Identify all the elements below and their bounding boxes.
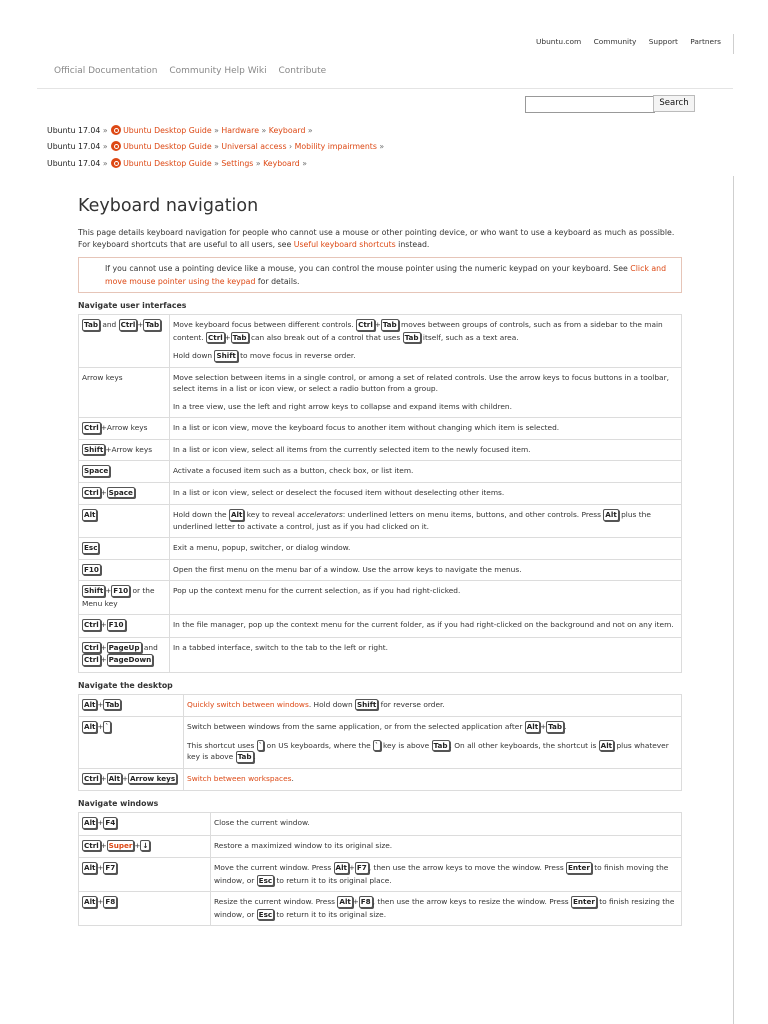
table-row <box>79 315 682 368</box>
shortcut-description-cell <box>170 482 682 505</box>
key-: ↓ <box>142 840 149 850</box>
breadcrumb-release[interactable]: Ubuntu 17.04 <box>47 159 101 168</box>
breadcrumb-link[interactable]: Keyboard <box>268 126 306 135</box>
shortcut-keys-cell <box>79 461 170 483</box>
key-tab: Tab <box>145 320 160 329</box>
key-alt: Alt <box>84 510 96 519</box>
key-plus: + <box>105 587 112 595</box>
table-row <box>79 367 682 418</box>
shortcut-description-cell <box>170 367 682 418</box>
table-row <box>79 858 682 892</box>
shortcut-keys-cell: Arrow keys <box>79 367 170 418</box>
shortcut-description-cell <box>170 315 682 368</box>
search-input[interactable] <box>525 96 655 113</box>
key-ctrl: Ctrl <box>358 320 373 329</box>
breadcrumb-link[interactable]: Ubuntu Desktop Guide <box>123 142 212 151</box>
description-paragraph: In a list or icon view, move the keyboard focus to another item without changing which item is selected. <box>173 423 560 432</box>
table-row <box>79 813 682 836</box>
section-heading: Navigate windows <box>78 799 159 808</box>
shortcut-keys-cell: Shift +Arrow keys <box>79 439 170 461</box>
key-pageup: PageUp <box>108 642 140 652</box>
key-esc: Esc <box>258 875 273 885</box>
key-f4: F4 <box>105 818 116 827</box>
shortcut-description-cell <box>211 813 682 836</box>
shortcut-keys-cell <box>79 835 211 858</box>
breadcrumb-separator: » <box>100 126 111 135</box>
shortcut-description-cell <box>184 694 682 717</box>
key-tab: Tab <box>237 752 252 761</box>
shortcut-table <box>78 694 682 792</box>
table-row <box>79 694 682 717</box>
nav-link-community[interactable]: Community <box>593 37 637 46</box>
key-ctrl: Ctrl <box>84 642 99 652</box>
breadcrumb-separator: » <box>211 142 222 151</box>
description-paragraph: In a tree view, use the left and right arrow keys to collapse and expand items with children. <box>173 401 512 411</box>
key-ctrl: Ctrl <box>84 773 99 783</box>
description-paragraph: Move the current window. Press Alt + F7 , then use the arrow keys to move the window. Press Enter to finish moving the window, or Esc to return it to its original place. <box>214 863 669 885</box>
key-enter: Enter <box>573 897 595 906</box>
description-paragraph: In a list or icon view, select all items from the currently selected item to the newly focused item. <box>173 444 531 454</box>
key-: ` <box>105 722 109 731</box>
subnav-contribute[interactable]: Contribute <box>278 66 327 76</box>
table-row <box>79 717 682 769</box>
shortcut-keys-cell <box>79 892 211 926</box>
breadcrumb-separator: » <box>211 126 222 135</box>
key-f8: F8 <box>360 897 371 906</box>
shortcut-table <box>78 812 682 926</box>
emphasis-text: accelerators <box>297 510 343 519</box>
shortcut-table <box>78 314 682 673</box>
key-plus: + <box>122 774 128 783</box>
shortcut-sections <box>78 301 682 926</box>
ubuntu-logo-icon <box>111 158 121 168</box>
shortcut-keys-cell: Shift + F10 or the Menu key <box>79 581 170 615</box>
shortcut-description-cell <box>170 439 682 461</box>
page-title: Keyboard navigation <box>78 196 259 216</box>
breadcrumb-separator: » <box>376 142 385 151</box>
key-plus: + <box>348 864 355 872</box>
top-navigation <box>526 37 721 46</box>
note-box: If you cannot use a pointing device like a mouse, you can control the mouse pointer using the numeric keypad on your keyboard. See Click and move mouse pointer using the keypad for details. <box>78 257 682 293</box>
shortcut-description-cell <box>211 892 682 926</box>
shortcut-keys-cell <box>79 858 211 892</box>
breadcrumb-separator: › <box>286 142 295 151</box>
key-f7: F7 <box>105 863 116 872</box>
key-alt: Alt <box>526 722 539 731</box>
description-paragraph: Switch between workspaces. <box>187 773 294 783</box>
key-tab: Tab <box>382 320 397 329</box>
key-alt: Alt <box>84 722 96 731</box>
table-row <box>79 768 682 791</box>
breadcrumb-link[interactable]: Universal access <box>221 142 287 151</box>
key-shift: Shift <box>84 444 104 454</box>
key-ctrl: Ctrl <box>208 332 223 342</box>
key-f10: F10 <box>108 620 124 629</box>
shortcut-keys-cell <box>79 768 184 791</box>
nav-link-partners[interactable]: Partners <box>690 37 721 46</box>
shortcut-description-cell <box>184 717 682 769</box>
key-plus: + <box>100 841 107 850</box>
key-plus: + <box>352 898 359 906</box>
table-row <box>79 418 682 440</box>
breadcrumb-link[interactable]: Settings <box>221 159 254 168</box>
key-: ` <box>375 740 379 750</box>
key-plus: + <box>137 321 144 329</box>
breadcrumb-link[interactable]: Ubuntu Desktop Guide <box>123 159 212 168</box>
description-paragraph: Exit a menu, popup, switcher, or dialog window. <box>173 543 351 552</box>
key-pagedown: PageDown <box>108 655 152 664</box>
nav-link-support[interactable]: Support <box>648 37 678 46</box>
keypad-mouse-link[interactable]: Click and move mouse pointer using the keypad <box>105 264 667 286</box>
key-alt: Alt <box>339 897 351 906</box>
description-paragraph: Move selection between items in a single control, or among a set of related controls. Use the arrow keys to focus buttons in a toolbar, select items in a list or icon view, or select a radio button from a group. <box>173 372 669 393</box>
breadcrumb-row <box>47 158 307 168</box>
breadcrumb-separator: » <box>305 126 313 135</box>
table-row <box>79 581 682 615</box>
help-link[interactable]: Quickly switch between windows <box>187 699 309 709</box>
breadcrumb-separator: » <box>299 159 307 168</box>
shortcut-description-cell <box>170 615 682 638</box>
key-alt: Alt <box>84 863 96 872</box>
key-esc: Esc <box>84 543 98 552</box>
shortcut-description-cell <box>170 538 682 560</box>
description-paragraph: Activate a focused item such as a button, check box, or list item. <box>173 466 414 475</box>
shortcut-description-cell <box>170 505 682 538</box>
key-alt: Alt <box>600 740 613 750</box>
key-space: Space <box>108 487 133 497</box>
table-row <box>79 505 682 538</box>
key-alt: Alt <box>335 863 347 872</box>
key-tab: Tab <box>548 722 563 731</box>
breadcrumb-release[interactable]: Ubuntu 17.04 <box>47 142 101 151</box>
section-heading: Navigate user interfaces <box>78 301 187 310</box>
key-shift: Shift <box>357 699 377 709</box>
key-alt: Alt <box>84 897 96 906</box>
sub-navigation <box>54 66 335 76</box>
key-alt: Alt <box>605 510 617 519</box>
breadcrumb-link[interactable]: Keyboard <box>263 159 300 168</box>
table-row <box>79 461 682 483</box>
breadcrumb-row <box>47 141 384 151</box>
key-shift: Shift <box>216 351 236 360</box>
key-ctrl: Ctrl <box>84 487 99 497</box>
table-row <box>79 637 682 672</box>
key-plus: + <box>100 656 107 664</box>
shortcut-keys-cell <box>79 717 184 769</box>
description-paragraph: Resize the current window. Press Alt + F8 , then use the arrow keys to resize the window. Press Enter to finish resizing the window, or Esc to return it to its original size. <box>214 897 675 919</box>
key-ctrl: Ctrl <box>84 840 99 850</box>
search-button[interactable]: Search <box>653 95 695 112</box>
description-paragraph: In the file manager, pop up the context menu for the current folder, as if you had right-clicked on the background and not on any item. <box>173 620 674 629</box>
shortcut-description-cell <box>170 559 682 581</box>
key-plus: + <box>100 643 107 652</box>
key-alt: Alt <box>108 773 121 783</box>
key-tab: Tab <box>84 320 98 329</box>
shortcut-keys-cell <box>79 694 184 717</box>
shortcut-keys-cell: Ctrl +Arrow keys <box>79 418 170 440</box>
subnav-community-help-wiki[interactable]: Community Help Wiki <box>169 66 267 76</box>
shortcut-keys-cell: Tab and Ctrl + Tab <box>79 315 170 368</box>
description-paragraph: This shortcut uses ` on US keyboards, where the ` key is above Tab . On all other keyboards, the shortcut is Alt plus whatever key is above Tab . <box>187 740 669 761</box>
breadcrumb-separator: » <box>100 159 111 168</box>
ubuntu-logo-icon <box>111 125 121 135</box>
key-plus: + <box>540 723 547 731</box>
table-row <box>79 482 682 505</box>
key-plus: + <box>100 774 107 783</box>
shortcut-keys-cell <box>79 482 170 505</box>
shortcut-description-cell <box>211 858 682 892</box>
description-paragraph: Hold down the Alt key to reveal accelerators: underlined letters on menu items, buttons, and other controls. Press Alt plus the underlined letter to activate a control, just as if you had clicked on it. <box>173 510 651 531</box>
key-plus: + <box>97 898 104 906</box>
key-ctrl: Ctrl <box>84 423 99 432</box>
key-enter: Enter <box>568 863 590 872</box>
shortcut-description-cell <box>184 768 682 791</box>
key-ctrl: Ctrl <box>120 320 136 329</box>
breadcrumb-link[interactable]: Hardware <box>221 126 260 135</box>
ubuntu-logo-icon <box>111 141 121 151</box>
description-paragraph: Restore a maximized window to its original size. <box>214 840 393 850</box>
nav-link-ubuntu[interactable]: Ubuntu.com <box>536 37 582 46</box>
key-f7: F7 <box>356 863 367 872</box>
shortcut-keys-cell <box>79 615 170 638</box>
shortcut-keys-cell <box>79 559 170 581</box>
useful-shortcuts-link[interactable]: Useful keyboard shortcuts <box>293 240 396 249</box>
key-plus: + <box>97 864 104 872</box>
description-paragraph: In a tabbed interface, switch to the tab to the left or right. <box>173 642 388 652</box>
key-plus: + <box>100 488 107 497</box>
section-heading: Navigate the desktop <box>78 680 173 690</box>
breadcrumb-release[interactable]: Ubuntu 17.04 <box>47 126 101 135</box>
key-alt: Alt <box>84 818 96 827</box>
key-tab: Tab <box>232 332 247 342</box>
content-divider <box>733 176 734 1024</box>
shortcut-description-cell <box>170 637 682 672</box>
key-ctrl: Ctrl <box>84 655 99 664</box>
key-esc: Esc <box>258 909 273 919</box>
table-row <box>79 538 682 560</box>
breadcrumb-link[interactable]: Mobility impairments <box>294 142 377 151</box>
breadcrumb-link[interactable]: Ubuntu Desktop Guide <box>123 126 212 135</box>
key-plus: + <box>97 819 104 827</box>
key-arrow-keys: Arrow keys <box>129 773 176 783</box>
shortcut-description-cell <box>170 461 682 483</box>
key-tab: Tab <box>404 332 419 342</box>
description-paragraph: Quickly switch between windows. Hold down Shift for reverse order. <box>187 699 445 709</box>
key-shift: Shift <box>84 586 104 595</box>
key-plus: + <box>224 333 231 342</box>
key-plus: + <box>134 841 141 850</box>
breadcrumb-row <box>47 125 313 135</box>
description-paragraph: Open the first menu on the menu bar of a window. Use the arrow keys to navigate the menus. <box>173 564 522 574</box>
table-row <box>79 559 682 581</box>
key-alt: Alt <box>84 699 96 709</box>
key-tab: Tab <box>433 740 448 750</box>
key-plus: + <box>97 723 104 731</box>
shortcut-keys-cell <box>79 505 170 538</box>
shortcut-keys-cell <box>79 538 170 560</box>
table-row <box>79 892 682 926</box>
table-row <box>79 615 682 638</box>
key-f10: F10 <box>113 586 129 595</box>
description-paragraph: Switch between windows from the same application, or from the selected application after Alt + Tab . <box>187 722 567 731</box>
key-space: Space <box>84 466 109 475</box>
breadcrumb-separator: » <box>259 126 269 135</box>
key-plus: + <box>97 700 104 709</box>
breadcrumb-separator: » <box>100 142 111 151</box>
key-tab: Tab <box>105 699 120 709</box>
subnav-divider <box>37 88 733 89</box>
key-plus: + <box>100 621 107 629</box>
subnav-official-documentation[interactable]: Official Documentation <box>54 66 158 76</box>
header-divider <box>733 34 734 54</box>
main-content <box>78 196 682 934</box>
description-paragraph: In a list or icon view, select or deselect the focused item without deselecting other items. <box>173 487 505 497</box>
description-paragraph: Close the current window. <box>214 818 310 827</box>
shortcut-description-cell <box>211 835 682 858</box>
help-link[interactable]: Switch between workspaces <box>187 773 292 783</box>
breadcrumb-separator: » <box>211 159 222 168</box>
description-paragraph: Hold down Shift to move focus in reverse order. <box>173 351 356 360</box>
key-f8: F8 <box>105 897 116 906</box>
key-alt: Alt <box>230 510 243 519</box>
description-paragraph: Move keyboard focus between different controls. Ctrl + Tab moves between groups of controls, such as from a sidebar to the main content. Ctrl + Tab can also break out of a control that uses Tab itself, such as a text area. <box>173 320 663 342</box>
description-paragraph: Pop up the context menu for the current selection, as if you had right-clicked. <box>173 586 461 595</box>
shortcut-keys-cell <box>79 813 211 836</box>
table-row <box>79 835 682 858</box>
key-: ` <box>258 740 263 750</box>
intro-paragraph: This page details keyboard navigation for people who cannot use a mouse or other pointing device, or who want to use a keyboard as much as possible. For keyboard shortcuts that are useful to all users, see Useful keyboard shortcuts instead. <box>78 228 675 249</box>
shortcut-description-cell <box>170 418 682 440</box>
key-ctrl: Ctrl <box>84 620 99 629</box>
shortcut-keys-cell: Ctrl + PageUp and Ctrl + PageDown <box>79 637 170 672</box>
key-plus: + <box>374 321 381 329</box>
key-super: Super <box>108 840 133 850</box>
shortcut-description-cell <box>170 581 682 615</box>
key-f10: F10 <box>84 564 99 574</box>
table-row <box>79 439 682 461</box>
breadcrumb-separator: » <box>253 159 264 168</box>
